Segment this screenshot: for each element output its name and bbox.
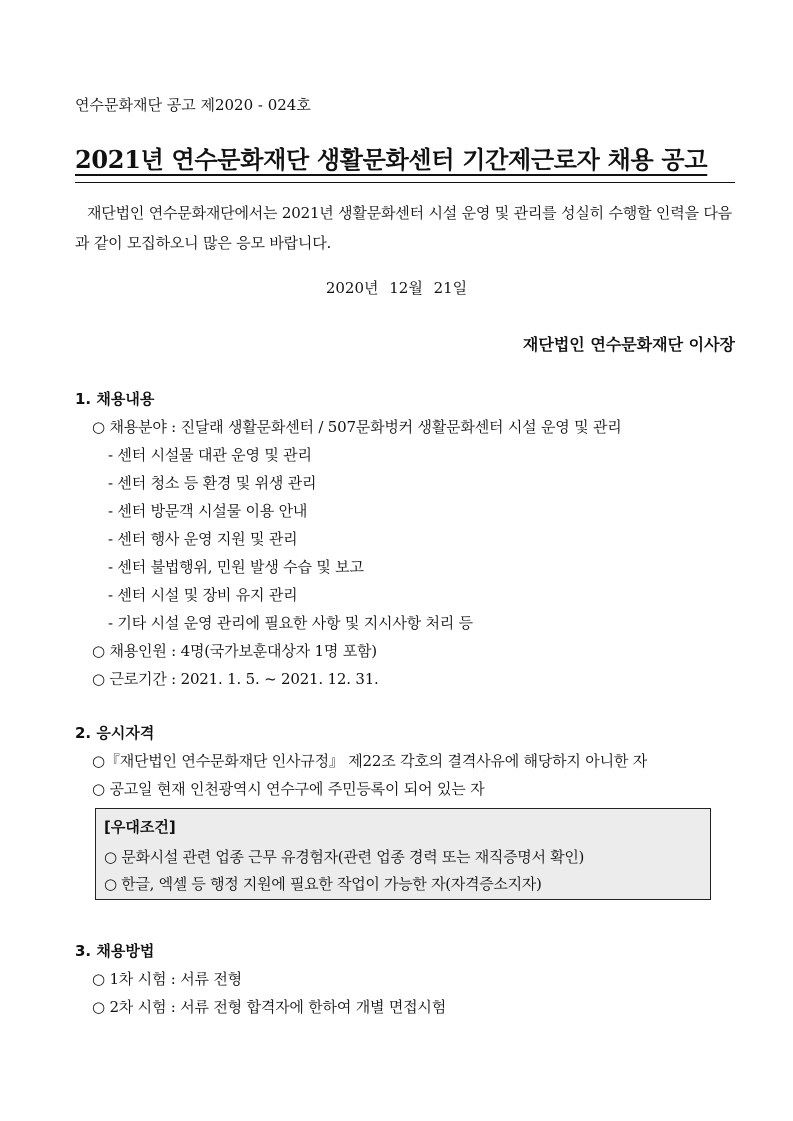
duty-item: - 센터 시설 및 장비 유지 관리 <box>108 586 298 604</box>
title-divider <box>75 182 735 183</box>
notice-date: 2020년 12월 21일 <box>325 279 468 297</box>
section-heading-selection: 3. 채용방법 <box>75 942 155 960</box>
notice-number: 연수문화재단 공고 제2020 - 024호 <box>75 96 311 114</box>
preference-item: ○ 한글, 엑셀 등 행정 지원에 필요한 작업이 가능한 자(자격증소지자) <box>104 875 542 893</box>
eligibility-item: ○ 공고일 현재 인천광역시 연수구에 주민등록이 되어 있는 자 <box>92 780 485 798</box>
selection-item: ○ 1차 시험 : 서류 전형 <box>92 970 242 988</box>
duty-item: - 센터 행사 운영 지원 및 관리 <box>108 530 298 548</box>
recruitment-field: ○ 채용분야 : 진달래 생활문화센터 / 507문화벙커 생활문화센터 시설 운영 및 관리 <box>92 418 622 436</box>
preference-item: ○ 문화시설 관련 업종 근무 유경험자(관련 업종 경력 또는 재직증명서 확인) <box>104 848 585 866</box>
intro-paragraph: 재단법인 연수문화재단에서는 2021년 생활문화센터 시설 운영 및 관리를 성실히 수행할 인력을 다음과 같이 모집하오니 많은 응모 바랍니다. <box>75 204 732 252</box>
duty-item: - 기타 시설 운영 관리에 필요한 사항 및 지시사항 처리 등 <box>108 614 473 632</box>
duty-item: - 센터 청소 등 환경 및 위생 관리 <box>108 474 317 492</box>
preference-title: [우대조건] <box>104 818 176 836</box>
work-period: ○ 근로기간 : 2021. 1. 5. ~ 2021. 12. 31. <box>92 670 379 688</box>
signer: 재단법인 연수문화재단 이사장 <box>522 335 735 354</box>
duty-item: - 센터 방문객 시설물 이용 안내 <box>108 502 308 520</box>
eligibility-item: ○『재단법인 연수문화재단 인사규정』 제22조 각호의 결격사유에 해당하지 아니한 자 <box>92 752 648 770</box>
page-title: 2021년 연수문화재단 생활문화센터 기간제근로자 채용 공고 <box>75 145 708 174</box>
preference-box <box>95 808 711 900</box>
duty-item: - 센터 불법행위, 민원 발생 수습 및 보고 <box>108 558 364 576</box>
section-heading-recruitment: 1. 채용내용 <box>75 390 155 408</box>
selection-item: ○ 2차 시험 : 서류 전형 합격자에 한하여 개별 면접시험 <box>92 998 447 1016</box>
recruitment-headcount: ○ 채용인원 : 4명(국가보훈대상자 1명 포함) <box>92 642 377 660</box>
duty-item: - 센터 시설물 대관 운영 및 관리 <box>108 446 312 464</box>
section-heading-eligibility: 2. 응시자격 <box>75 724 155 742</box>
